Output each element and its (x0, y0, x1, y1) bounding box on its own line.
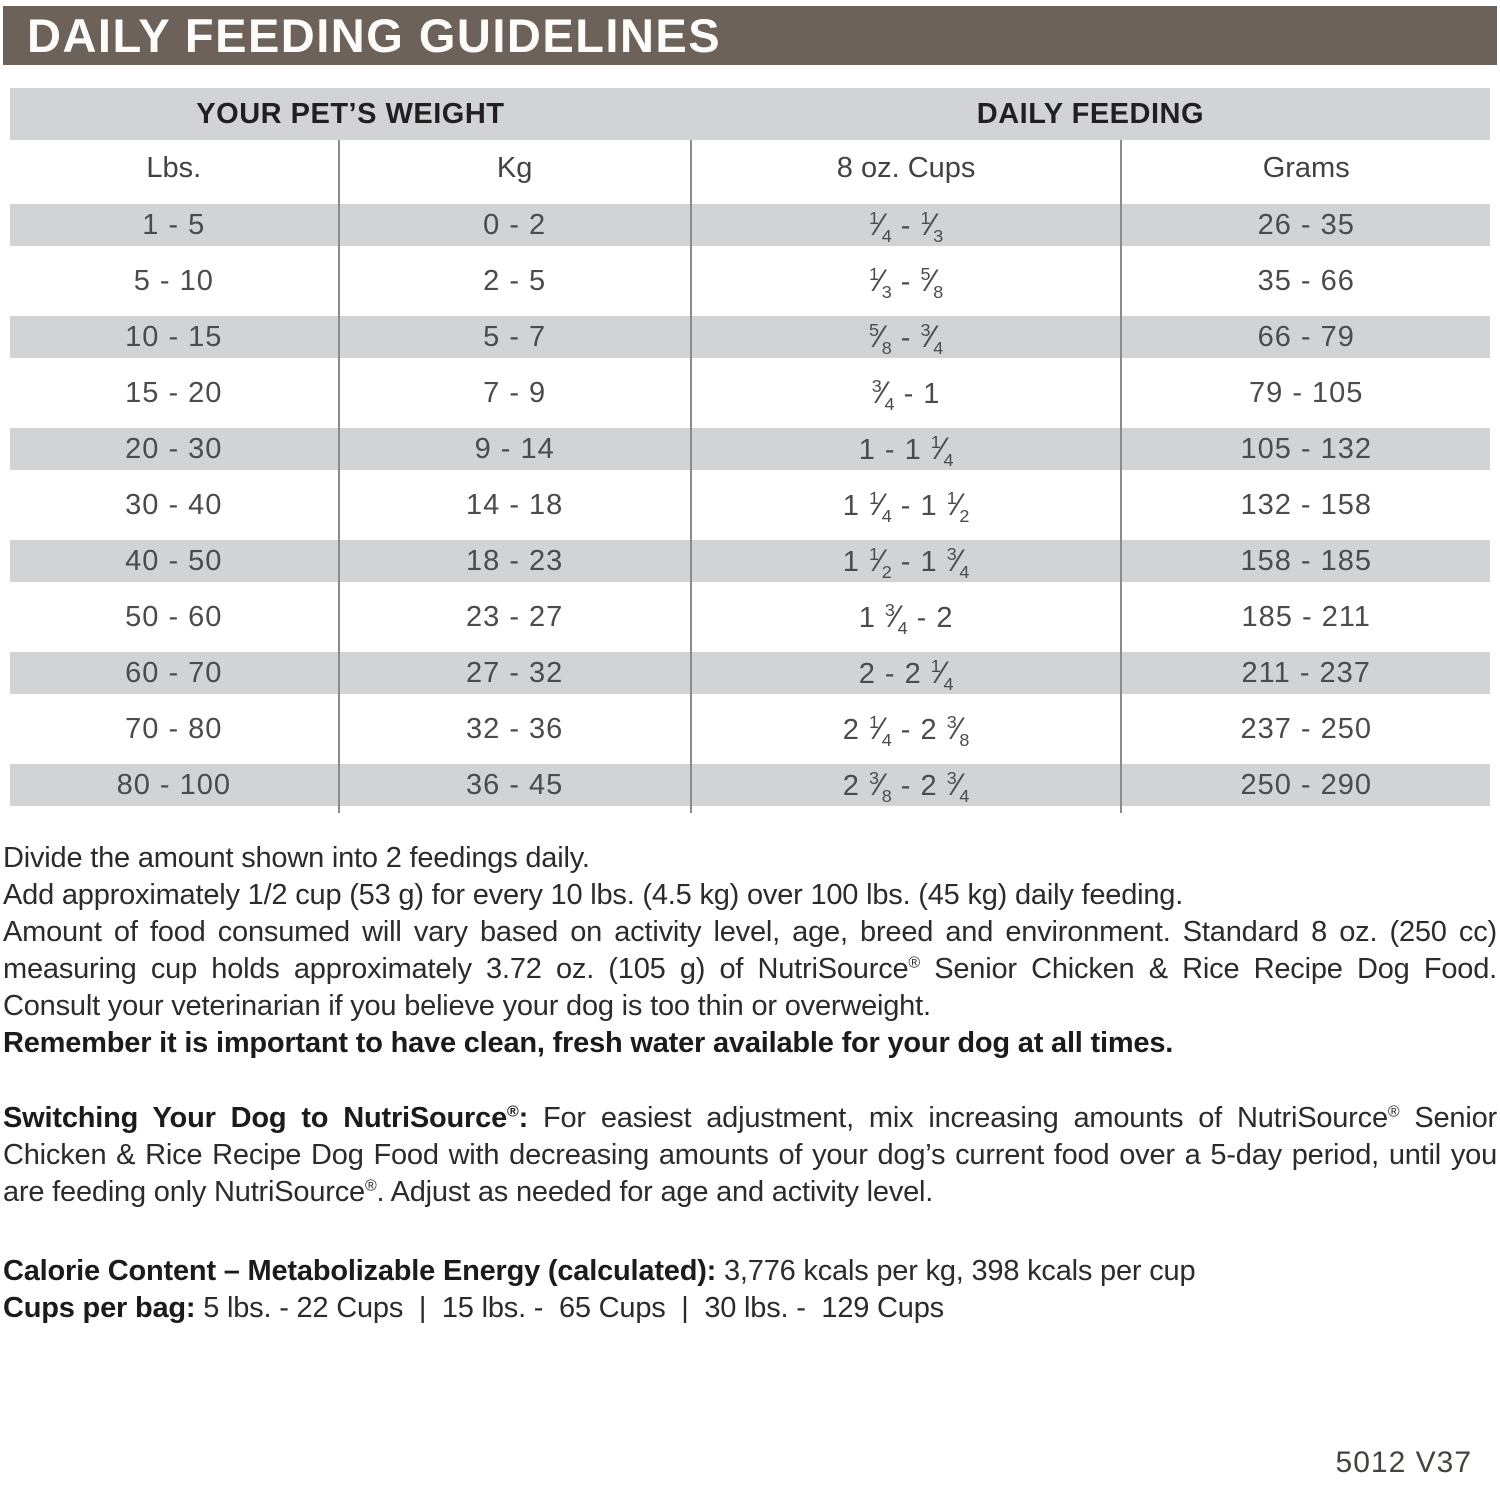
kg-cell: 32 - 36 (339, 701, 691, 757)
note-cups-per-bag (3, 1290, 1497, 1327)
cups-cell: 1 - 1 $^1⁄_4$ (691, 421, 1122, 477)
note-divide-feedings: Divide the amount shown into 2 feedings daily. (3, 842, 590, 874)
table-row (10, 365, 1490, 421)
cups-cell: 2 $^1⁄_4 - 2$ $^3⁄_8$ (691, 701, 1122, 757)
note-calorie-content (3, 1253, 1497, 1290)
table-row (10, 477, 1490, 533)
footer-code: 5012 V37 (1335, 1446, 1472, 1479)
grams-cell: 250 - 290 (1121, 757, 1490, 813)
note-food-consumed: Amount of food consumed will vary based on activity level, age, breed and environment. Standard 8 oz. (250 cc) measuring cup holds approximately 3.72 oz. (105 g) of NutriSource® Senior Chicken & Rice Recipe Dog Food. Consult your veterinarian if you believe your dog is too thin or overweight. (3, 916, 1497, 1022)
calorie-text: 3,776 kcals per kg, 398 kcals per cup (716, 1255, 1196, 1287)
switching-label: Switching Your Dog to NutriSource®: (3, 1102, 529, 1134)
table (10, 88, 1490, 813)
kg-cell: 36 - 45 (339, 757, 691, 813)
table-row (10, 589, 1490, 645)
fraction: $^3⁄_4$ (946, 767, 970, 806)
note-add-over-100lbs: Add approximately 1/2 cup (53 g) for every 10 lbs. (4.5 kg) over 100 lbs. (45 kg) daily feeding. (3, 879, 1184, 911)
group-header-pet-weight: YOUR PET’S WEIGHT (10, 88, 691, 140)
cups-cell: $^1⁄_3$ - $^5⁄_8$ (691, 253, 1122, 309)
cups-cell: 2 $^3⁄_8 - 2$ $^3⁄_4$ (691, 757, 1122, 813)
cups-cell: 2 - 2 $^1⁄_4$ (691, 645, 1122, 701)
cups-cell: 1 $^3⁄_4 - 2$ (691, 589, 1122, 645)
note-switching (3, 1100, 1497, 1211)
grams-cell: 185 - 211 (1121, 589, 1490, 645)
grams-cell: 79 - 105 (1121, 365, 1490, 421)
fraction: $^3⁄_4$ (871, 375, 895, 414)
fraction: $^1⁄_4$ (868, 487, 892, 526)
kg-cell: 14 - 18 (339, 477, 691, 533)
kg-cell: 18 - 23 (339, 533, 691, 589)
switching-text: For easiest adjustment, mix increasing amounts of NutriSource® Senior Chicken & Rice Recipe Dog Food with decreasing amounts of your dog’s current food over a 5-day period, until you are feeding only NutriSource®. Adjust as needed for age and activity level. (3, 1102, 1497, 1208)
cups-cell: 1 $^1⁄_2 - 1$ $^3⁄_4$ (691, 533, 1122, 589)
kg-cell: 2 - 5 (339, 253, 691, 309)
grams-cell: 211 - 237 (1121, 645, 1490, 701)
lbs-cell: 30 - 40 (125, 488, 223, 521)
kg-cell: 5 - 7 (339, 309, 691, 365)
lbs-cell: 1 - 5 (10, 197, 339, 253)
notes-section (3, 840, 1497, 1327)
cups-cell: $^5⁄_8$ - $^3⁄_4$ (691, 309, 1122, 365)
cups-cell: 1 $^1⁄_4 - 1$ $^1⁄_2$ (691, 477, 1122, 533)
fraction: $^3⁄_4$ (884, 599, 908, 638)
column-header-lbs: Lbs. (146, 152, 202, 184)
cups-per-bag-label: Cups per bag: (3, 1292, 196, 1324)
lbs-cell: 60 - 70 (10, 645, 339, 701)
grams-cell: 26 - 35 (1121, 197, 1490, 253)
table-row (10, 533, 1490, 589)
table-row (10, 421, 1490, 477)
grams-cell: 158 - 185 (1121, 533, 1490, 589)
column-header-row (10, 140, 1490, 197)
page-title: DAILY FEEDING GUIDELINES (27, 9, 722, 62)
title-bar (3, 6, 1497, 65)
lbs-cell: 5 - 10 (133, 264, 214, 297)
grams-cell: 237 - 250 (1121, 701, 1490, 757)
cups-cell: $^3⁄_4 - 1$ (691, 365, 1122, 421)
fraction: $^1⁄_4$ (930, 431, 954, 470)
calorie-label: Calorie Content – Metabolizable Energy (calculated): (3, 1255, 717, 1287)
fraction: $^1⁄_4$ (930, 655, 954, 694)
fraction: $^3⁄_4$ (946, 543, 970, 582)
fraction: $^5⁄_8$ (920, 263, 944, 302)
table-body (10, 197, 1490, 813)
lbs-cell: 15 - 20 (125, 376, 223, 409)
column-header-kg: Kg (339, 140, 691, 197)
column-header-grams: Grams (1121, 140, 1490, 197)
kg-cell: 27 - 32 (339, 645, 691, 701)
feeding-guidelines-table (10, 88, 1490, 813)
fraction: $^1⁄_3$ (868, 263, 892, 302)
fraction: $^3⁄_8$ (868, 767, 892, 806)
fraction: $^3⁄_4$ (920, 319, 944, 358)
fraction: $^1⁄_2$ (946, 487, 970, 526)
cups-per-bag-text: 5 lbs. - 22 Cups | 15 lbs. - 65 Cups | 30 lbs. - 129 Cups (195, 1292, 944, 1324)
kg-cell: 7 - 9 (339, 365, 691, 421)
lbs-cell: 10 - 15 (10, 309, 339, 365)
lbs-cell: 20 - 30 (10, 421, 339, 477)
fraction: $^3⁄_8$ (946, 711, 970, 750)
grams-cell: 132 - 158 (1121, 477, 1490, 533)
table-row (10, 197, 1490, 253)
fraction: $^1⁄_4$ (868, 207, 892, 246)
table-row (10, 645, 1490, 701)
cups-cell: $^1⁄_4$ - $^1⁄_3$ (691, 197, 1122, 253)
kg-cell: 23 - 27 (339, 589, 691, 645)
table-row (10, 309, 1490, 365)
table-row (10, 757, 1490, 813)
lbs-cell: 50 - 60 (125, 600, 223, 633)
column-header-cups: 8 oz. Cups (691, 140, 1122, 197)
group-header-daily-feeding: DAILY FEEDING (691, 88, 1490, 140)
grams-cell: 105 - 132 (1121, 421, 1490, 477)
table-row (10, 253, 1490, 309)
group-header-row (10, 88, 1490, 140)
fraction: $^1⁄_3$ (920, 207, 944, 246)
lbs-cell: 70 - 80 (125, 712, 223, 745)
lbs-cell: 80 - 100 (10, 757, 339, 813)
kg-cell: 9 - 14 (339, 421, 691, 477)
table-row (10, 701, 1490, 757)
grams-cell: 35 - 66 (1121, 253, 1490, 309)
fraction: $^5⁄_8$ (868, 319, 892, 358)
fraction: $^1⁄_2$ (868, 543, 892, 582)
grams-cell: 66 - 79 (1121, 309, 1490, 365)
kg-cell: 0 - 2 (339, 197, 691, 253)
lbs-cell: 40 - 50 (10, 533, 339, 589)
note-fresh-water: Remember it is important to have clean, fresh water available for your dog at all times. (3, 1027, 1174, 1059)
fraction: $^1⁄_4$ (868, 711, 892, 750)
